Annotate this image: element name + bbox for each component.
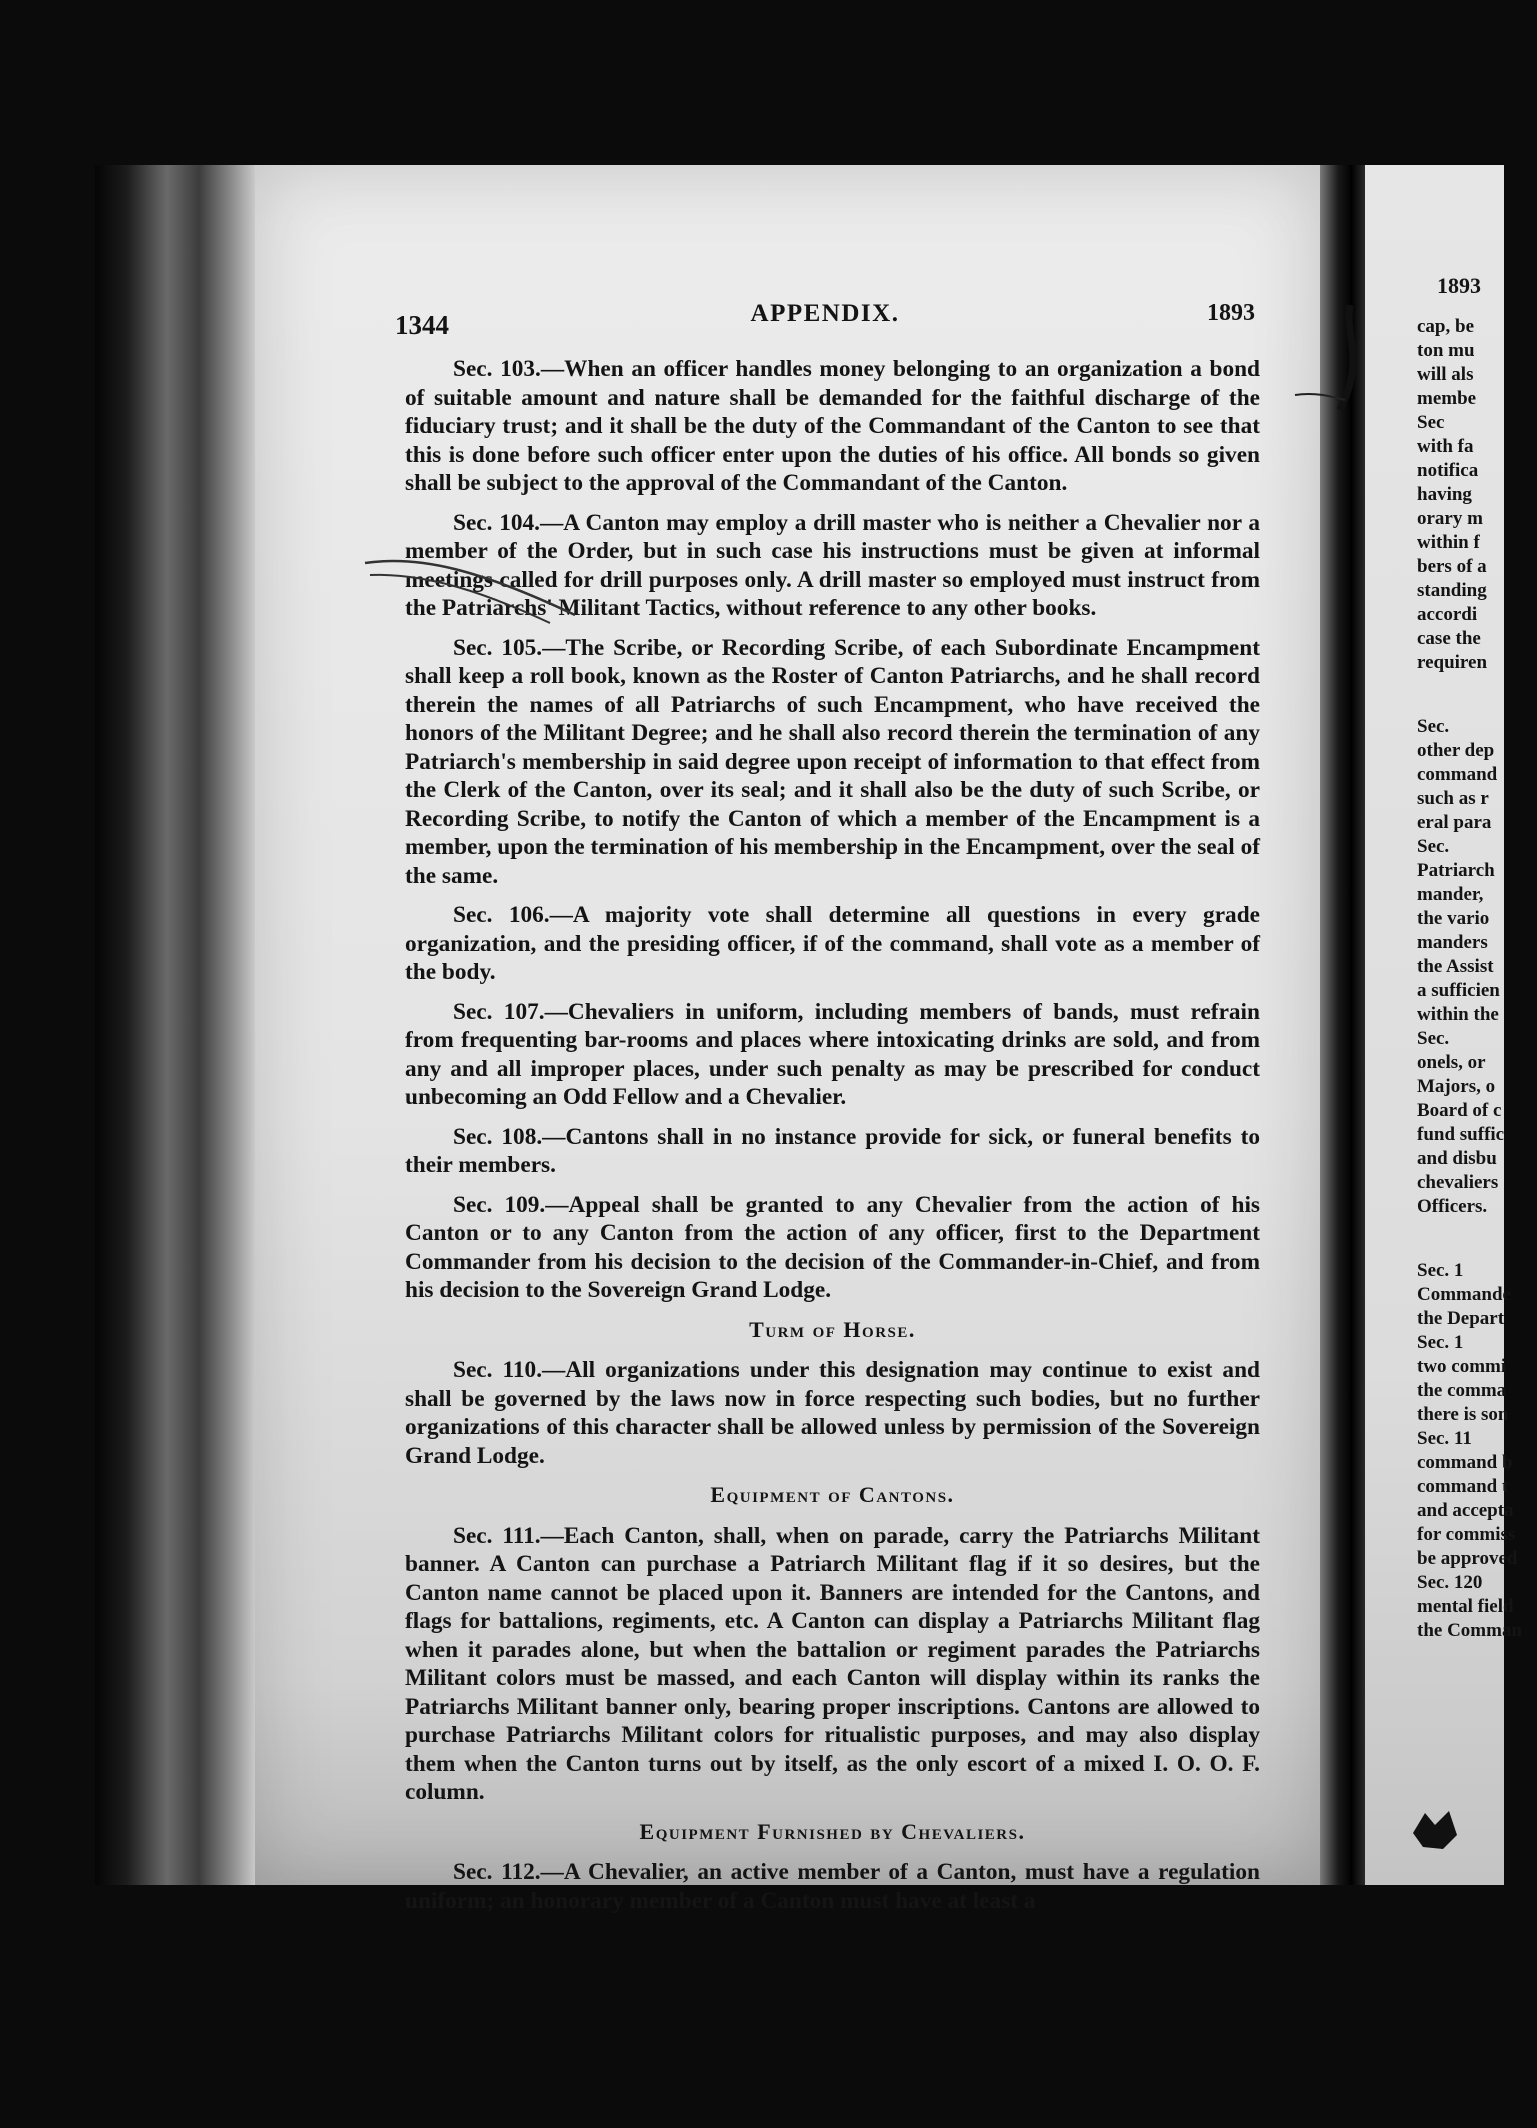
book-left-edge [95,165,255,1885]
paragraph-sec-108: Sec. 108.—Cantons shall in no instance provide for sick, or funeral benefits to their members. [405,1123,1260,1178]
facing-page-line: command b [1417,1452,1513,1473]
facing-page-line: notifica [1417,460,1479,481]
pen-mark-icon [360,515,580,625]
paragraph-sec-112: Sec. 112.—A Chevalier, an active member of a Canton, must have a regulation uniform; an honorary member of a Canton must have at least a [405,1859,1260,1914]
facing-page-line: Sec. [1417,1028,1450,1049]
paragraph-sec-103: Sec. 103.—When an officer handles money belonging to an organization a bond of suitable amount and nature shall be demanded for the faithful discharge of the fiduciary trust; and it shall be the duty of the Commandant of the Canton to see that this is done before such officer enter upon the duties of his office. All bonds so given shall be subject to the approval of the Commandant of the Canton. [405,356,1260,496]
paragraph-sec-109: Sec. 109.—Appeal shall be granted to any Chevalier from the action of his Canton or to any Canton from the action of any officer, first to the Department Commander from his decision to the decision of the Commander-in-Chief, and from his decision to the Sovereign Grand Lodge. [405,1191,1260,1303]
facing-page-line: Officers. [1417,1196,1488,1217]
facing-page-line: mental field [1417,1596,1514,1617]
facing-page-line: Board of c [1417,1100,1502,1121]
facing-page-line: Sec. 1 [1417,1332,1464,1353]
heading-equipment-of-cantons: Equipment of Cantons. [710,1482,955,1507]
facing-page-line: there is son [1417,1404,1509,1425]
facing-page-line: Sec. 120 [1417,1572,1483,1593]
facing-page-line: Patriarch [1417,860,1495,881]
paragraph-sec-106: Sec. 106.—A majority vote shall determine all questions in every grade organization, and the presiding officer, if of the command, shall vote as a member of the body. [405,902,1260,985]
facing-page-line: fund suffic [1417,1124,1505,1145]
facing-page-line: command [1417,764,1498,785]
paragraph-sec-107: Sec. 107.—Chevaliers in uniform, including members of bands, must refrain from frequenting bar-rooms and places where intoxicating drinks are sold, and from any and all improper places, under such penalty as may be prescribed for conduct unbecoming an Odd Fellow and a Chevalier. [405,998,1260,1110]
facing-page-line: having [1417,484,1472,505]
facing-page-line: the Assist [1417,956,1494,977]
facing-page-line: within f [1417,532,1480,553]
facing-page-line: Sec. [1417,716,1450,737]
facing-page-line [1417,675,1537,715]
gutter-mark-icon [1290,300,1385,420]
facing-page-line: other dep [1417,740,1495,761]
page-title: APPENDIX. [750,300,900,327]
facing-page-line: eral para [1417,812,1492,833]
facing-page-line: be approved [1417,1548,1518,1569]
heading-turm-of-horse: Turm of Horse. [749,1316,916,1342]
facing-page-line: bers of a [1417,556,1487,577]
facing-page [1365,165,1523,1885]
page-number: 1344 [395,310,449,340]
facing-page-line: for commiss [1417,1524,1516,1545]
facing-page-line: manders [1417,932,1488,953]
facing-page-line: orary m [1417,508,1483,529]
facing-page-year: 1893 [1437,273,1481,298]
facing-page-line: the Depart [1417,1308,1505,1329]
facing-page-line: membe [1417,388,1477,409]
heading-equipment-furnished: Equipment Furnished by Chevaliers. [639,1818,1026,1844]
facing-page-line: with fa [1417,436,1474,457]
facing-page-line: onels, or [1417,1052,1486,1073]
facing-page-line: Sec [1417,412,1445,433]
facing-page-line: the vario [1417,908,1490,929]
paragraph-sec-104: Sec. 104.—A Canton may employ a drill master who is neither a Chevalier nor a member of the Order, but in such case his instructions must be given at informal meetings called for drill purposes only. A drill master so employed must instruct from the Patriarchs' Militant Tactics, without reference to any other books. [405,509,1260,621]
facing-page-line: mander, [1417,884,1484,905]
facing-page-line: Majors, o [1417,1076,1496,1097]
paragraph-sec-105: Sec. 105.—The Scribe, or Recording Scribe, of each Subordinate Encampment shall keep a roll book, known as the Roster of Canton Patriarchs, and he shall record therein the names of all Patriarchs of such Encampment, who have received the honors of the Militant Degree; and he shall also record therein the termination of any Patriarch's membership in said degree upon receipt of information to that effect from the Clerk of the Canton, over its seal; and it shall also be the duty of such Scribe, or Recording Scribe, to notify the Canton of which a member of the Encampment is a member, upon the termination of his membership in the Encampment, over the seal of the same. [405,634,1260,889]
facing-page-line: cap, be [1417,316,1474,337]
facing-page-text [1417,315,1537,1643]
facing-page-line: and disbu [1417,1148,1497,1169]
facing-page-line: Commande [1417,1284,1511,1305]
facing-page-line: Sec. 1 [1417,1260,1464,1281]
facing-page-line: will als [1417,364,1474,385]
facing-page-line: case the [1417,628,1481,649]
facing-page-line: the Comman [1417,1620,1523,1641]
facing-page-line: requiren [1417,652,1488,673]
facing-page-line: within the [1417,1004,1499,1025]
facing-page-line: Sec. 11 [1417,1428,1472,1449]
facing-page-line: standing [1417,580,1487,601]
facing-page-line [1417,1219,1537,1259]
facing-page-line: two commi [1417,1356,1507,1377]
facing-page-line: Sec. [1417,836,1450,857]
page-header [395,300,1255,340]
book-gutter [1320,165,1365,1885]
facing-page-line: command t [1417,1476,1509,1497]
facing-page-line: the comma [1417,1380,1507,1401]
paragraph-sec-110: Sec. 110.—All organizations under this designation may continue to exist and shall be governed by the laws now in force respecting such bodies, but no further organizations of this character shall be allowed unless by permission of the Sovereign Grand Lodge. [405,1357,1260,1469]
facing-page-line: a sufficien [1417,980,1500,1001]
ink-blot-icon [1405,1805,1465,1855]
facing-page-line: accordi [1417,604,1478,625]
header-year: 1893 [1207,300,1255,326]
facing-page-line: ton mu [1417,340,1475,361]
facing-page-line: chevaliers [1417,1172,1499,1193]
facing-page-line: and accepta [1417,1500,1514,1521]
facing-page-line: such as r [1417,788,1489,809]
paragraph-sec-111: Sec. 111.—Each Canton, shall, when on parade, carry the Patriarchs Militant banner. A Canton can purchase a Patriarch Militant flag if it so desires, but the Canton name cannot be placed upon it. Banners are intended for the Cantons, and flags for battalions, regiments, etc. A Canton can display a Patriarchs Militant flag when it parades alone, but when the battalion or regiment parades the Patriarchs Militant colors must be massed, and each Canton will display within its ranks the Patriarchs Militant banner only, bearing proper inscriptions. Cantons are allowed to purchase Patriarchs Militant colors for ritualistic purposes, and may also display them when the Canton turns out by itself, as the only escort of a mixed I. O. O. F. column. [405,1522,1260,1805]
